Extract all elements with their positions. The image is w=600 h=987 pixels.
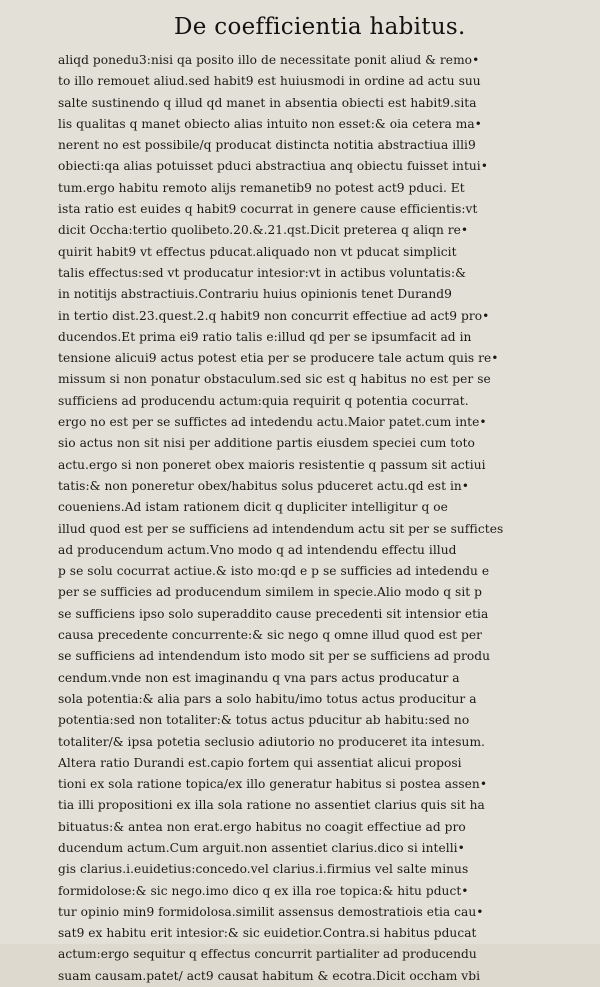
- body-text: [58, 50, 578, 987]
- text-line: bituatus:& antea non erat.ergo habitus no coagit effectiue ad pro: [58, 819, 466, 834]
- text-line: suam causam.patet/ act9 causat habitum & ecotra.Dicit occham vbi: [58, 968, 481, 983]
- text-line: sat9 ex habitu erit intesior:& sic euidetior.Contra.si habitus pducat: [58, 926, 477, 941]
- text-line: talis effectus:sed vt producatur intesior:vt in actibus voluntatis:&: [58, 265, 467, 280]
- text-line: in notitijs abstractiuis.Contrariu huius opinionis tenet Durand9: [58, 287, 452, 302]
- text-line: illud quod est per se sufficiens ad intendendum actu sit per se suffictes: [58, 521, 504, 536]
- text-line: per se sufficies ad producendum similem in specie.Alio modo q sit p: [58, 585, 482, 600]
- text-line: ergo no est per se suffictes ad intedendu actu.Maior patet.cum inte•: [58, 415, 487, 430]
- text-line: se sufficiens ad intendendum isto modo sit per se sufficiens ad produ: [58, 649, 490, 664]
- text-line: tensione alicui9 actus potest etia per se producere tale actum quis re•: [58, 351, 499, 366]
- text-line: missum si non ponatur obstaculum.sed sic est q habitus no est per se: [58, 372, 491, 387]
- text-line: formidolose:& sic nego.imo dico q ex illa roe topica:& hitu pduct•: [58, 883, 469, 898]
- text-line: to illo remouet aliud.sed habit9 est huiusmodi in ordine ad actu suu: [58, 74, 481, 89]
- text-line: ista ratio est euides q habit9 cocurrat in genere cause efficientis:vt: [58, 202, 478, 217]
- text-line: lis qualitas q manet obiecto alias intuito non esset:& oia cetera ma•: [58, 116, 482, 131]
- text-line: se sufficiens ipso solo superaddito cause precedenti sit intensior etia: [58, 606, 489, 621]
- text-line: tum.ergo habitu remoto alijs remanetib9 no potest act9 pduci. Et: [58, 180, 465, 195]
- text-line: gis clarius.i.euidetius:concedo.vel clarius.i.firmius vel salte minus: [58, 862, 469, 877]
- text-line: actu.ergo si non poneret obex maioris resistentie q passum sit actiui: [58, 457, 486, 472]
- text-line: actum:ergo sequitur q effectus concurrit partialiter ad producendu: [58, 947, 477, 962]
- text-line: nerent no est possibile/q producat distincta notitia abstractiua illi9: [58, 138, 476, 153]
- text-line: tia illi propositioni ex illa sola ratione no assentiet clarius quis sit ha: [58, 798, 485, 813]
- text-line: ducendos.Et prima ei9 ratio talis e:illud qd per se ipsumfacit ad in: [58, 329, 472, 344]
- text-line: obiecti:qa alias potuisset pduci abstractiua anq obiectu fuisset intui•: [58, 159, 488, 174]
- text-line: sufficiens ad producendu actum:quia requirit q potentia cocurrat.: [58, 393, 469, 408]
- text-line: sio actus non sit nisi per additione partis eiusdem speciei cum toto: [58, 436, 475, 451]
- text-line: Altera ratio Durandi est.capio fortem qui assentiat alicui proposi: [58, 755, 462, 770]
- text-line: salte sustinendo q illud qd manet in absentia obiecti est habit9.sita: [58, 95, 477, 110]
- text-line: cendum.vnde non est imaginandu q vna pars actus producatur a: [58, 670, 460, 685]
- text-line: tur opinio min9 formidolosa.similit assensus demostratiois etia cau•: [58, 904, 484, 919]
- text-line: dicit Occha:tertio quolibeto.20.&.21.qst.Dicit preterea q aliqn re•: [58, 223, 469, 238]
- text-line: aliqd ponedu3:nisi qa posito illo de necessitate ponit aliud & remo•: [58, 53, 480, 67]
- text-line: causa precedente concurrente:& sic nego q omne illud quod est per: [58, 628, 483, 643]
- text-line: p se solu cocurrat actiue.& isto mo:qd e p se sufficies ad intedendu e: [58, 564, 490, 579]
- text-line: ad producendum actum.Vno modo q ad intendendu effectu illud: [58, 542, 457, 557]
- text-line: quirit habit9 vt effectus pducat.aliquado non vt pducat simplicit: [58, 244, 457, 259]
- text-line: sola potentia:& alia pars a solo habitu/imo totus actus producitur a: [58, 691, 477, 706]
- text-line: potentia:sed non totaliter:& totus actus pducitur ab habitu:sed no: [58, 713, 470, 728]
- text-line: in tertio dist.23.quest.2.q habit9 non concurrit effectiue ad act9 pro•: [58, 308, 490, 323]
- text-line: coueniens.Ad istam rationem dicit q dupliciter intelligitur q oe: [58, 500, 448, 515]
- running-title: De coefficientia habitus.: [174, 14, 466, 40]
- text-line: tioni ex sola ratione topica/ex illo generatur habitus si postea assen•: [58, 777, 488, 792]
- text-line: ducendum actum.Cum arguit.non assentiet clarius.dico si intelli•: [58, 840, 465, 855]
- text-line: totaliter/& ipsa potetia seclusio adiutorio no produceret ita intesum.: [58, 734, 485, 749]
- text-line: tatis:& non poneretur obex/habitus solus pduceret actu.qd est in•: [58, 478, 470, 493]
